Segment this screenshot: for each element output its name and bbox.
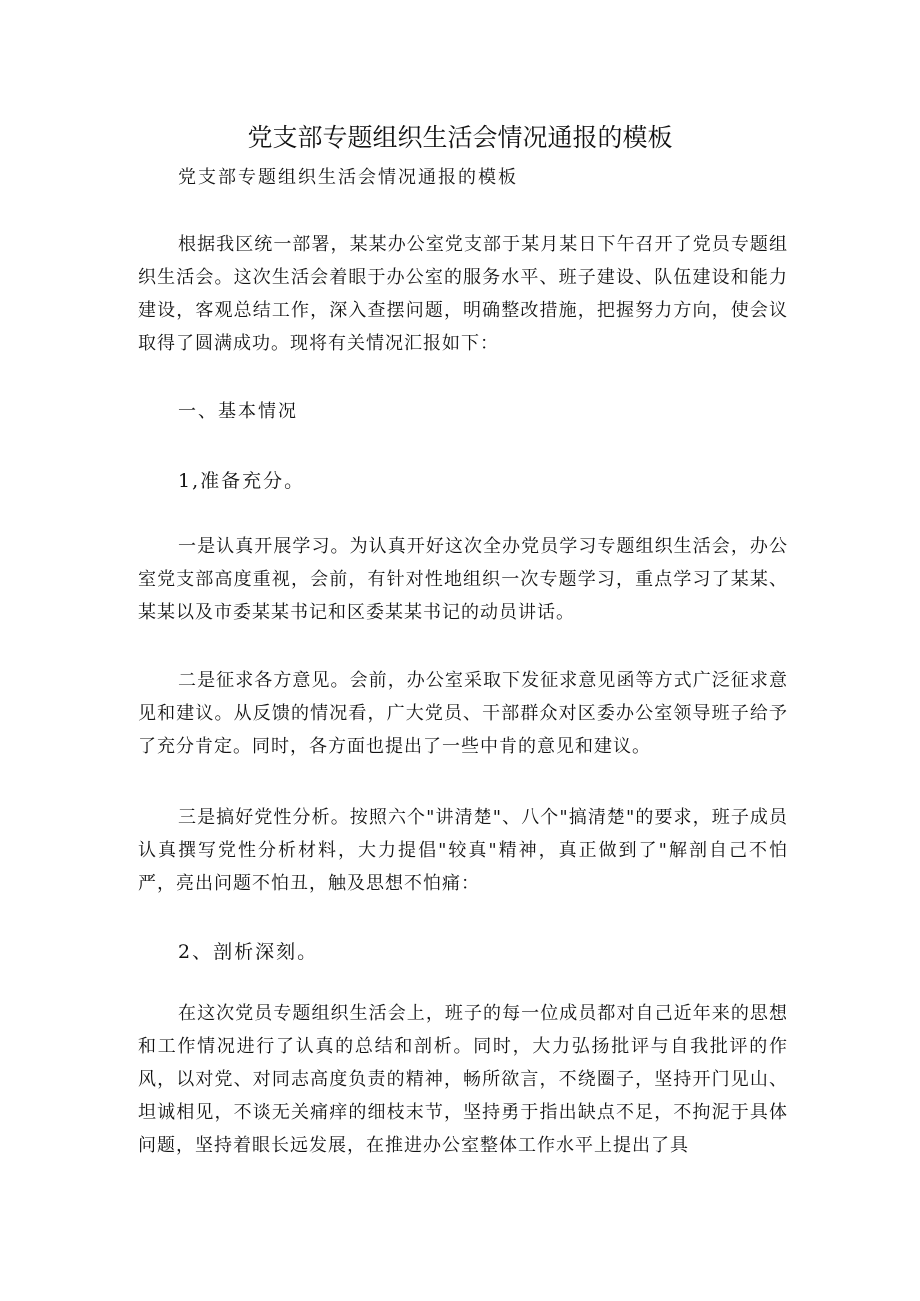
section-heading-basic: 一、基本情况 xyxy=(178,401,298,422)
paragraph-opinions: 二是征求各方意见。会前，办公室采取下发征求意见函等方式广泛征求意见和建议。从反馈的情况看，广大党员、干部群众对区委办公室领导班子给予了充分肯定。同时，各方面也提出了一些中肯的意见和建议。 xyxy=(138,670,788,757)
paragraph-party-analysis: 三是搞好党性分析。按照六个"讲清楚"、八个"搞清楚"的要求，班子成员认真撰写党性分析材料，大力提倡"较真"精神，真正做到了"解剖自己不怕严，亮出问题不怕丑，触及思想不怕痛： xyxy=(138,807,788,894)
subsection-heading-deep: 2、剖析深刻。 xyxy=(178,941,319,963)
intro-paragraph: 根据我区统一部署，某某办公室党支部于某月某日下午召开了党员专题组织生活会。这次生活会着眼于办公室的服务水平、班子建设、队伍建设和能力建设，客观总结工作，深入查摆问题，明确整改措施，把握努力方向，使会议取得了圆满成功。现将有关情况汇报如下： xyxy=(138,234,788,354)
paragraph-deep-analysis: 在这次党员专题组织生活会上，班子的每一位成员都对自己近年来的思想和工作情况进行了认真的总结和剖析。同时，大力弘扬批评与自我批评的作风，以对党、对同志高度负责的精神，畅所欲言，不绕圈子，坚持开门见山、坦诚相见，不谈无关痛痒的细枝末节，坚持勇于指出缺点不足，不拘泥于具体问题，坚持着眼长远发展，在推进办公室整体工作水平上提出了具 xyxy=(138,1003,788,1156)
paragraph-study: 一是认真开展学习。为认真开好这次全办党员学习专题组织生活会，办公室党支部高度重视，会前，有针对性地组织一次专题学习，重点学习了某某、某某以及市委某某书记和区委某某书记的动员讲话。 xyxy=(138,536,788,623)
document-title: 党支部专题组织生活会情况通报的模板 xyxy=(247,123,673,152)
subsection-heading-prepared: 1,准备充分。 xyxy=(178,470,306,492)
document-subtitle: 党支部专题组织生活会情况通报的模板 xyxy=(178,167,518,188)
